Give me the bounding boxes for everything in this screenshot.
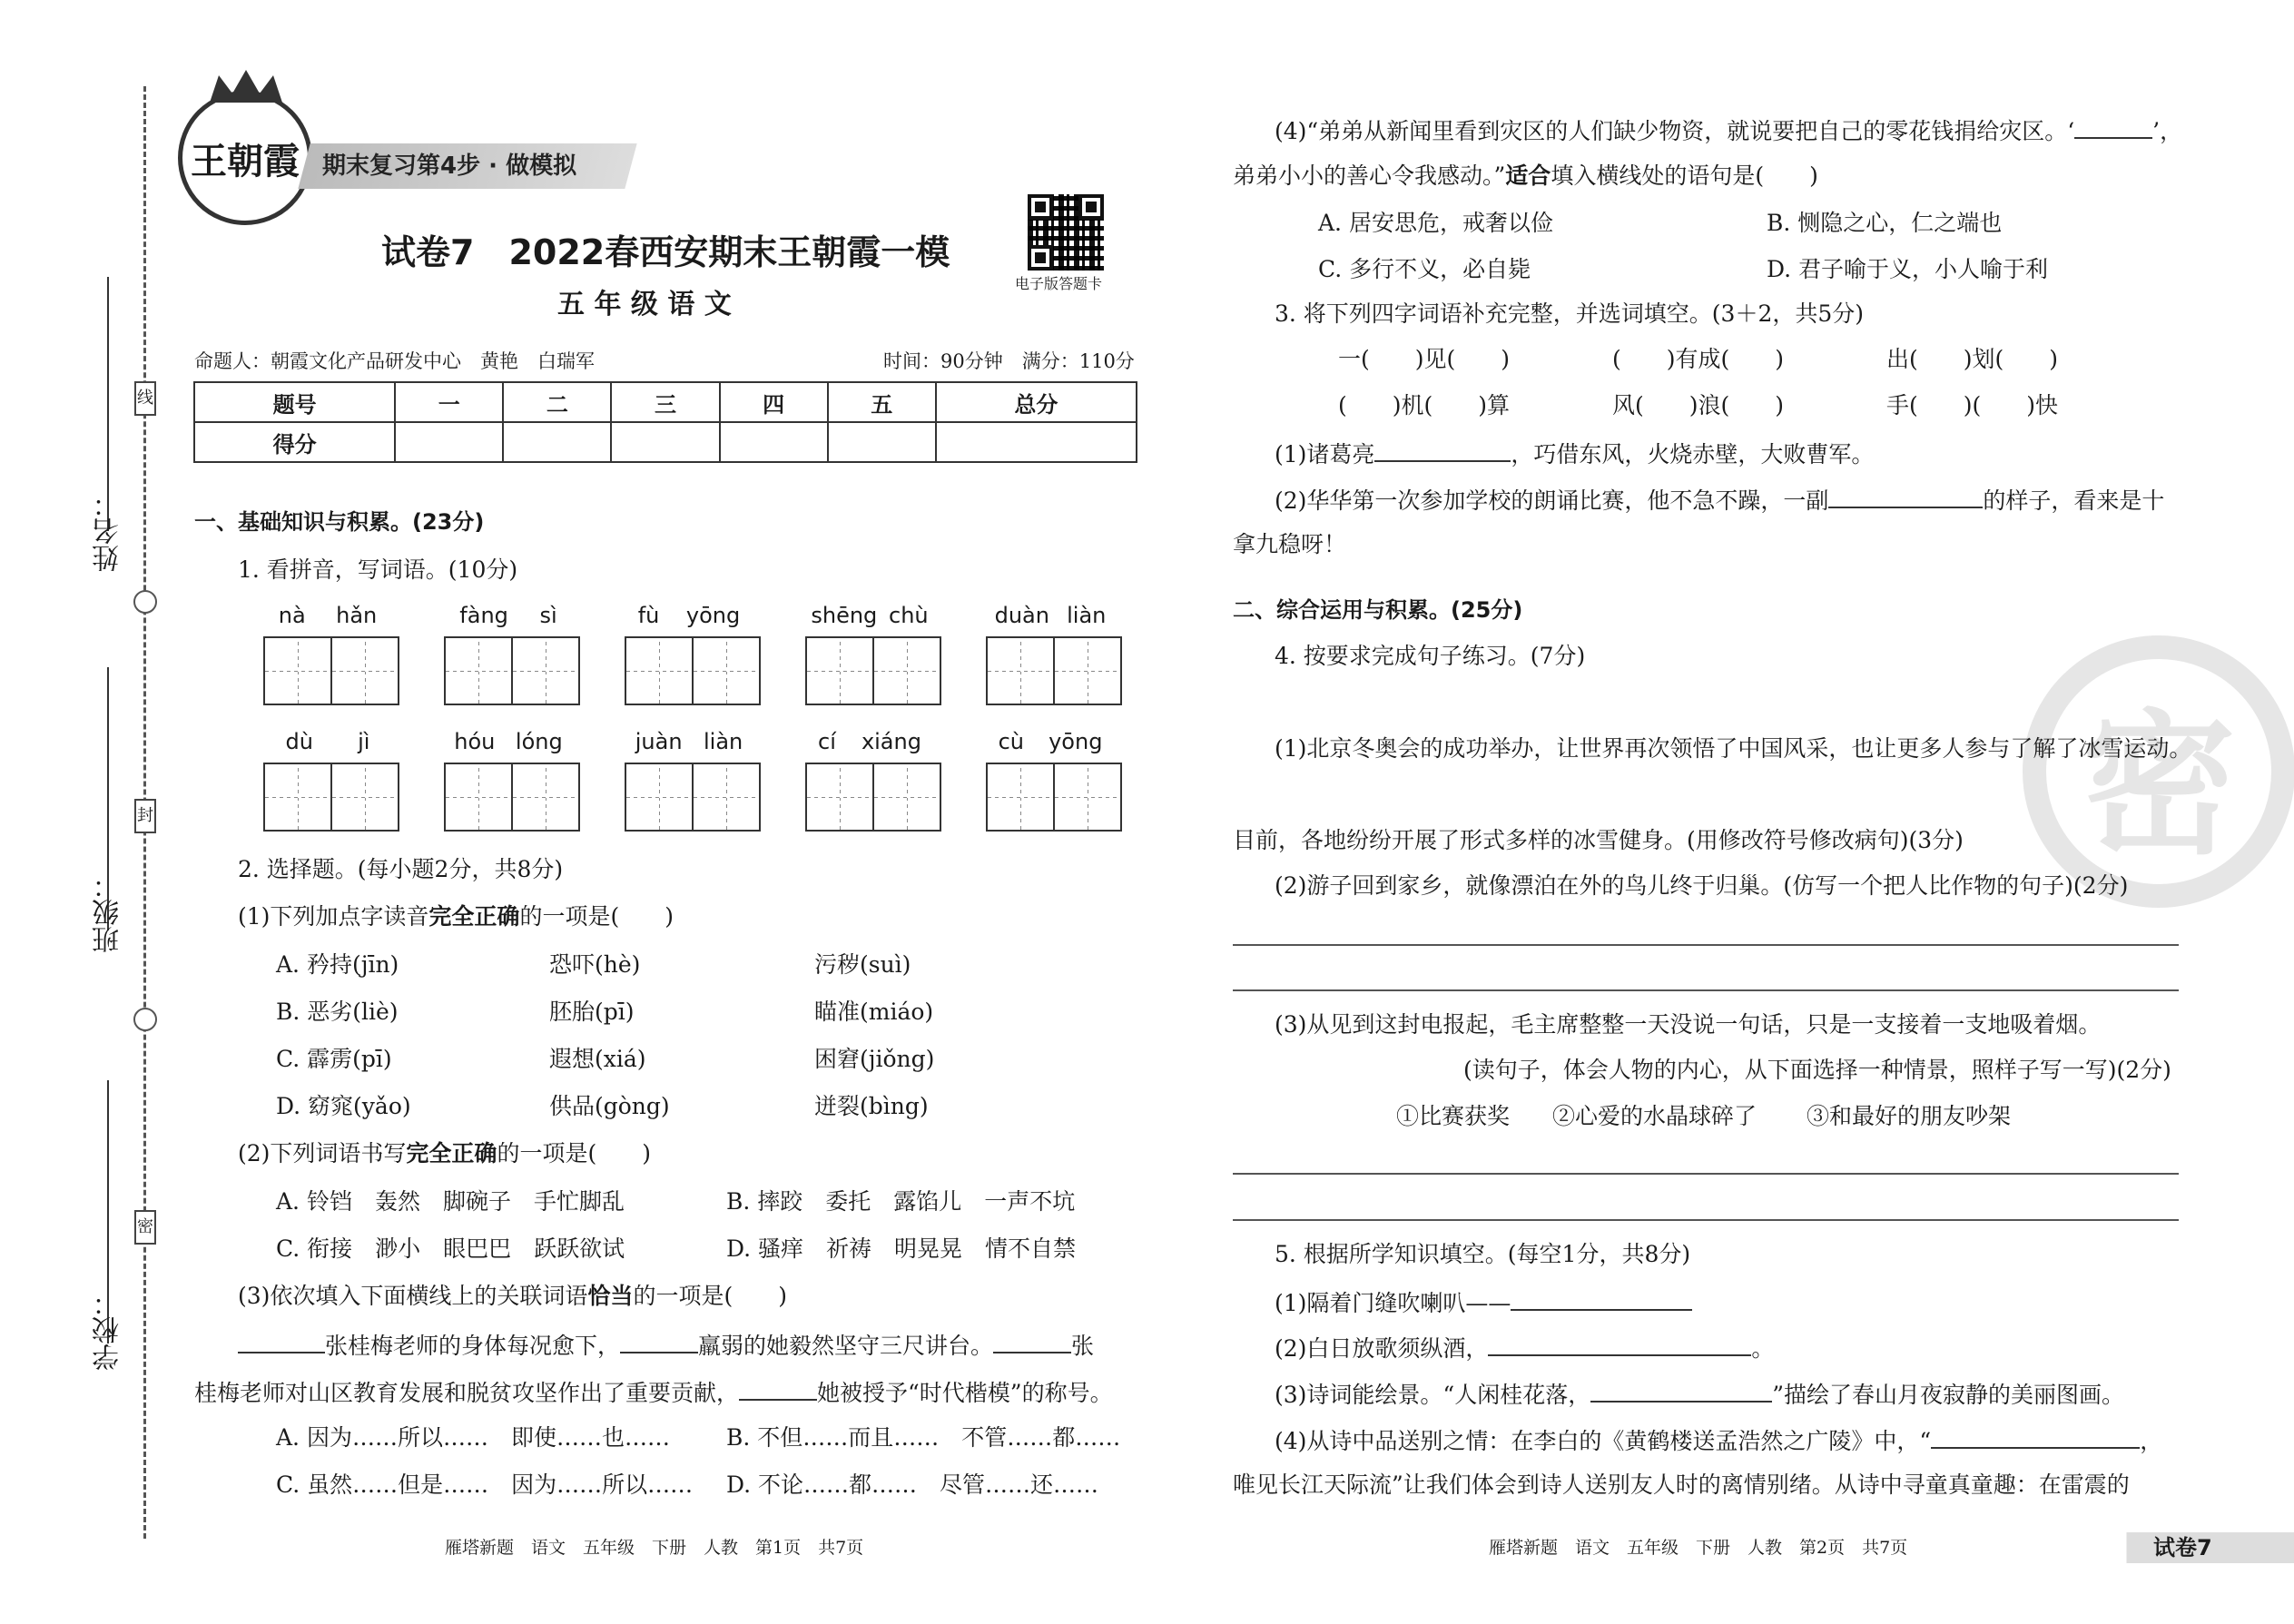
q2-1-option: 污秽(suì) (814, 951, 911, 978)
class-label: 班级： (93, 871, 124, 953)
tianzige-grid (805, 636, 940, 705)
q2-2-option[interactable]: A. 铃铛 轰然 脚碗子 手忙脚乱 (276, 1188, 625, 1215)
tianzige-grid (986, 636, 1120, 705)
q2-1-option: 供品(gòng) (549, 1093, 670, 1119)
pinyin-syllable: lóng (515, 729, 563, 754)
seal-char-feng: 封 (134, 799, 156, 833)
blank-line[interactable] (1374, 438, 1511, 462)
writing-cell[interactable] (1053, 763, 1122, 832)
q4-3-choice[interactable]: ③和最好的朋友吵架 (1807, 1103, 2012, 1129)
pinyin-syllable: hǎn (336, 603, 378, 628)
writing-cell[interactable] (511, 763, 580, 832)
score-table (193, 381, 1137, 463)
q2-4-option[interactable]: A. 居安思危，戒奢以俭 (1318, 210, 1553, 236)
q4-2-prompt: (2)游子回到家乡，就像漂泊在外的鸟儿终于归巢。(仿写一个把人比作物的句子)(2分) (1275, 872, 2129, 899)
pinyin-syllable: shēng (811, 603, 878, 628)
blank-line[interactable] (238, 1330, 325, 1353)
q5-1: (1)隔着门缝吹喇叭—— (1275, 1287, 1692, 1317)
q2-1-prompt: (1)下列加点字读音完全正确的一项是( ) (238, 903, 674, 930)
q3-prompt: 3. 将下列四字词语补充完整，并选词填空。(3＋2，共5分) (1275, 300, 1865, 327)
writing-cell[interactable] (330, 763, 399, 832)
tianzige-grid (805, 763, 940, 832)
q2-4-option[interactable]: D. 君子喻于义，小人喻于利 (1767, 256, 2049, 282)
writing-cell[interactable] (805, 636, 874, 705)
q2-1-option: 胚胎(pī) (549, 999, 635, 1025)
time-score: 时间：90分钟 满分：110分 (883, 350, 1135, 372)
score-input-cell[interactable] (503, 422, 611, 462)
tianzige-grid (444, 763, 578, 832)
q2-1-option: 困窘(jiǒng) (814, 1046, 935, 1072)
pinyin-syllable: yōng (1049, 729, 1103, 754)
q2-4-line2: 弟弟小小的善心令我感动。”适合填入横线处的语句是( ) (1233, 162, 1818, 189)
blank-line[interactable] (993, 1330, 1071, 1353)
q2-1-option[interactable]: A. 矜持(jīn) (276, 951, 399, 978)
tianzige-grid (263, 636, 398, 705)
pinyin-word-group (986, 729, 1120, 832)
q3-idiom: ( )有成( ) (1612, 346, 1785, 372)
pinyin-word-group (625, 603, 759, 705)
q3-idiom: ( )机( )算 (1338, 392, 1511, 418)
q4-1-sentence: (1)北京冬奥会的成功举办，让世界再次领悟了中国风采，也让更多人参与了解了冰雪运动。 (1275, 735, 2192, 762)
pinyin-label (805, 729, 934, 754)
score-row-label: 得分 (194, 422, 395, 462)
pinyin-syllable: hóu (454, 729, 496, 754)
section-1-heading: 一、基础知识与积累。(23分) (194, 509, 485, 535)
q2-1-option: 瞄准(miáo) (814, 999, 934, 1025)
school-label: 学校： (93, 1289, 124, 1371)
score-input-cell[interactable] (828, 422, 936, 462)
blank-line[interactable] (1931, 1425, 2140, 1449)
q5-4-cont: 唯见长江天际流”让我们体会到诗人送别友人时的离情别绪。从诗中寻童真童趣：在雷震的 (1233, 1471, 2130, 1498)
q3-2-cont: 拿九稳呀！ (1233, 531, 1347, 557)
pinyin-syllable: duàn (994, 603, 1049, 628)
q2-3-option[interactable]: A. 因为……所以…… 即使……也…… (276, 1424, 670, 1451)
q5-2: (2)白日放歌须纵酒， 。 (1275, 1333, 1774, 1363)
score-header-cell: 题号 (194, 382, 395, 422)
pinyin-word-group (986, 603, 1120, 705)
blank-line[interactable] (739, 1377, 817, 1401)
pinyin-word-group (805, 603, 940, 705)
writing-cell[interactable] (330, 636, 399, 705)
name-label: 姓名： (93, 490, 124, 572)
q2-4-option[interactable]: B. 恻隐之心，仁之端也 (1767, 210, 2003, 236)
pinyin-label (986, 603, 1115, 628)
q2-3-passage-line2: 桂梅老师对山区教育发展和脱贫攻坚作出了重要贡献， 她被授予“时代楷模”的称号。 (194, 1377, 1113, 1407)
subject-title: 五 年 级 语 文 (557, 289, 732, 320)
q1-prompt: 1. 看拼音，写词语。(10分) (238, 556, 518, 583)
pinyin-label (625, 729, 753, 754)
q2-2-option[interactable]: D. 骚痒 祈祷 明晃晃 情不自禁 (726, 1235, 1077, 1262)
blank-line[interactable] (1590, 1379, 1772, 1403)
pinyin-syllable: dù (285, 729, 313, 754)
pinyin-word-group (805, 729, 940, 832)
tianzige-grid (625, 636, 759, 705)
section-2-heading: 二、综合运用与积累。(25分) (1233, 597, 1523, 623)
q3-idiom: 手( )( )快 (1886, 392, 2059, 418)
writing-cell[interactable] (625, 636, 694, 705)
answer-line[interactable] (1233, 1173, 2179, 1175)
writing-cell[interactable] (444, 763, 513, 832)
pinyin-label (263, 729, 392, 754)
q4-3-sentence: (3)从见到这封电报起，毛主席整整一天没说一句话，只是一支接着一支地吸着烟。 (1275, 1011, 2102, 1038)
q2-3-option[interactable]: C. 虽然……但是…… 因为……所以…… (276, 1471, 694, 1498)
score-input-cell[interactable] (611, 422, 719, 462)
q4-3-choice[interactable]: ②心爱的水晶球碎了 (1552, 1103, 1757, 1129)
writing-cell[interactable] (511, 636, 580, 705)
brand-logo-text: 王朝霞 (191, 139, 300, 182)
confidential-watermark: 密 (2023, 635, 2294, 908)
writing-cell[interactable] (444, 636, 513, 705)
left-page-footer: 雁塔新题 语文 五年级 下册 人教 第1页 共7页 (445, 1538, 864, 1558)
pinyin-label (444, 603, 573, 628)
answer-line[interactable] (1233, 1219, 2179, 1221)
author-line: 命题人：朝霞文化产品研发中心 黄艳 白瑞军 (194, 350, 595, 372)
q2-1-option: 恐吓(hè) (549, 951, 641, 978)
q3-idiom: 风( )浪( ) (1612, 392, 1785, 418)
writing-cell[interactable] (692, 636, 761, 705)
writing-cell[interactable] (263, 763, 332, 832)
blank-line[interactable] (2074, 115, 2152, 139)
pinyin-syllable: chù (889, 603, 929, 628)
pinyin-syllable: juàn (635, 729, 683, 754)
q4-3-instruction: (读句子，体会人物的内心，从下面选择一种情景，照样子写一写)(2分) (1463, 1057, 2171, 1083)
pinyin-word-group (444, 603, 578, 705)
writing-cell[interactable] (263, 636, 332, 705)
tianzige-grid (625, 763, 759, 832)
q3-2: (2)华华第一次参加学校的朗诵比赛，他不急不躁，一副 的样子，看来是十 (1275, 485, 2164, 515)
pinyin-syllable: fàng (459, 603, 508, 628)
q2-4-option[interactable]: C. 多行不义，必自毙 (1318, 256, 1531, 282)
q2-2-option[interactable]: C. 衔接 渺小 眼巴巴 跃跃欲试 (276, 1235, 625, 1262)
answer-line[interactable] (1233, 944, 2179, 946)
writing-cell[interactable] (872, 763, 941, 832)
score-header-cell: 一 (395, 382, 503, 422)
pinyin-syllable: xiáng (861, 729, 921, 754)
writing-cell[interactable] (692, 763, 761, 832)
pinyin-label (444, 729, 573, 754)
pinyin-syllable: cù (998, 729, 1024, 754)
answer-line[interactable] (1233, 989, 2179, 991)
q2-3-option[interactable]: B. 不但……而且…… 不管……都…… (726, 1424, 1121, 1451)
binding-hole-icon (133, 1008, 157, 1031)
pinyin-syllable: yōng (685, 603, 741, 628)
pinyin-word-group (444, 729, 578, 832)
writing-cell[interactable] (1053, 636, 1122, 705)
q5-prompt: 5. 根据所学知识填空。(每空1分，共8分) (1275, 1241, 1691, 1267)
q4-3-choice[interactable]: ①比赛获奖 (1396, 1103, 1511, 1129)
pinyin-word-group (263, 603, 398, 705)
seal-char-mi: 密 (134, 1210, 156, 1245)
score-header-cell: 四 (720, 382, 828, 422)
q5-4: (4)从诗中品送别之情：在李白的《黄鹤楼送孟浩然之广陵》中，“ ， (1275, 1425, 2162, 1455)
pinyin-syllable: liàn (1067, 603, 1107, 628)
tianzige-grid (444, 636, 578, 705)
corner-tag: 试卷7 (2153, 1535, 2212, 1560)
blank-line[interactable] (1828, 485, 1983, 508)
writing-cell[interactable] (872, 636, 941, 705)
q3-idiom: 一( )见( ) (1338, 346, 1511, 372)
q2-2-option[interactable]: B. 摔跤 委托 露馅儿 一声不坑 (726, 1188, 1076, 1215)
score-header-cell: 二 (503, 382, 611, 422)
tianzige-grid (986, 763, 1120, 832)
pinyin-label (625, 603, 753, 628)
q5-3: (3)诗词能绘景。“人闲桂花落， ”描绘了春山月夜寂静的美丽图画。 (1275, 1379, 2124, 1409)
q3-1: (1)诸葛亮 ，巧借东风，火烧赤壁，大败曹军。 (1275, 438, 1874, 468)
qr-code (1028, 194, 1104, 271)
seal-char-xian: 线 (134, 381, 156, 416)
q2-1-option[interactable]: B. 恶劣(liè) (276, 999, 399, 1025)
q2-1-option[interactable]: D. 窈窕(yǎo) (276, 1093, 411, 1119)
score-input-cell[interactable] (395, 422, 503, 462)
pinyin-word-group (625, 729, 759, 832)
pinyin-syllable: cí (818, 729, 836, 754)
q4-1-instruction: 目前，各地纷纷开展了形式多样的冰雪健身。(用修改符号修改病句)(3分) (1233, 827, 1964, 853)
q2-1-option: 遐想(xiá) (549, 1046, 646, 1072)
pinyin-label (986, 729, 1115, 754)
score-header-cell: 三 (611, 382, 719, 422)
blank-line[interactable] (1511, 1287, 1692, 1311)
exam-title: 试卷7 2022春西安期末王朝霞一模 (381, 232, 950, 272)
blank-line[interactable] (1488, 1333, 1751, 1356)
q3-idiom: 出( )划( ) (1886, 346, 2059, 372)
q2-1-option[interactable]: C. 霹雳(pī) (276, 1046, 392, 1072)
tianzige-grid (263, 763, 398, 832)
writing-cell[interactable] (986, 763, 1055, 832)
writing-cell[interactable] (625, 763, 694, 832)
pinyin-syllable: liàn (704, 729, 743, 754)
qr-caption: 电子版答题卡 (1015, 275, 1103, 292)
pinyin-label (263, 603, 392, 628)
score-input-cell[interactable] (936, 422, 1137, 462)
pinyin-word-group (263, 729, 398, 832)
score-header-cell: 总分 (936, 382, 1137, 422)
score-input-cell[interactable] (720, 422, 828, 462)
q2-3-passage-line1: 张桂梅老师的身体每况愈下， 羸弱的她毅然坚守三尺讲台。 张 (238, 1330, 1094, 1360)
q2-prompt: 2. 选择题。(每小题2分，共8分) (238, 856, 564, 882)
blank-line[interactable] (620, 1330, 698, 1353)
pinyin-syllable: jì (358, 729, 370, 754)
binding-hole-icon (133, 590, 157, 614)
right-page-footer: 雁塔新题 语文 五年级 下册 人教 第2页 共7页 (1489, 1538, 1908, 1558)
q2-2-prompt: (2)下列词语书写完全正确的一项是( ) (238, 1140, 651, 1166)
q2-3-prompt: (3)依次填入下面横线上的关联词语恰当的一项是( ) (238, 1283, 787, 1309)
crown-icon (201, 68, 291, 104)
writing-cell[interactable] (986, 636, 1055, 705)
pinyin-syllable: fù (637, 603, 660, 628)
score-header-cell: 五 (828, 382, 936, 422)
q2-4-line1: (4)“弟弟从新闻里看到灾区的人们缺少物资，就说要把自己的零花钱捐给灾区。‘ ’， (1275, 115, 2182, 145)
writing-cell[interactable] (805, 763, 874, 832)
pinyin-label (805, 603, 934, 628)
brand-logo (178, 91, 312, 225)
step-banner: 期末复习第4步 · 做模拟 (322, 153, 577, 180)
pinyin-syllable: sì (539, 603, 557, 628)
q4-prompt: 4. 按要求完成句子练习。(7分) (1275, 643, 1586, 669)
pinyin-syllable: nà (278, 603, 306, 628)
q2-1-option: 迸裂(bìng) (814, 1093, 929, 1119)
q2-3-option[interactable]: D. 不论……都…… 尽管……还…… (726, 1471, 1099, 1498)
